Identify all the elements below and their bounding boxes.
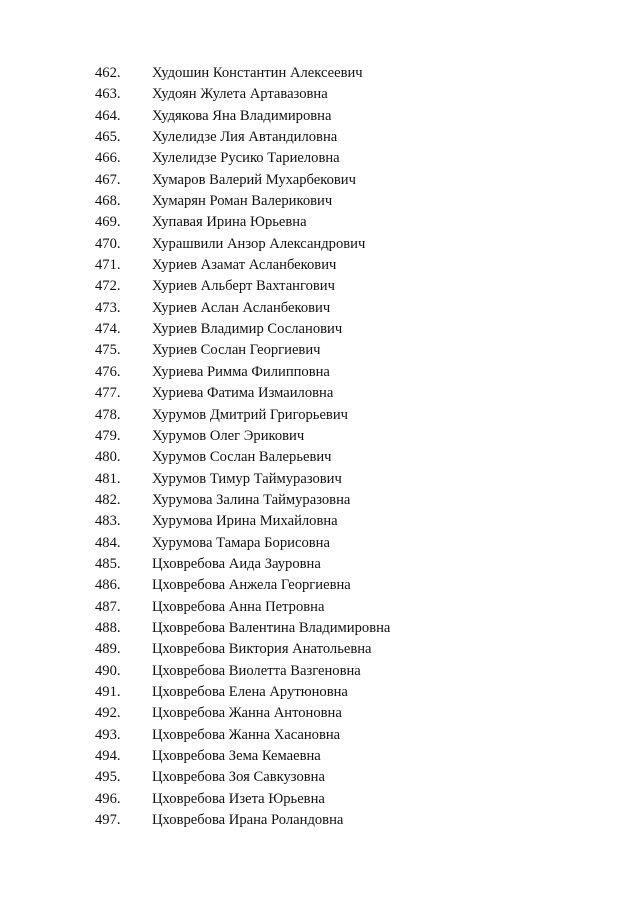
list-item-number: 492. [95,705,121,722]
list-item-name: Хурумова Ирина Михайловна [152,513,338,530]
list-item [0,127,640,148]
list-item-number: 468. [95,193,121,210]
list-item [0,383,640,404]
list-item [0,234,640,255]
list-item-number: 482. [95,491,121,508]
list-item-number: 496. [95,790,121,807]
list-item-name: Цховребова Ирана Роландовна [152,812,344,829]
list-item-name: Цховребова Изета Юрьевна [152,790,325,807]
list-item-number: 477. [95,385,121,402]
list-item-name: Хуриева Фатима Измаиловна [152,385,334,402]
list-item-number: 475. [95,342,121,359]
list-item-number: 481. [95,470,121,487]
list-item-name: Хумарян Роман Валерикович [152,193,333,210]
list-item-number: 476. [95,363,121,380]
list-item-number: 489. [95,641,121,658]
list-item [0,661,640,682]
name-list [0,63,640,831]
list-item-name: Худоян Жулета Артавазовна [152,86,328,103]
list-item-number: 491. [95,683,121,700]
list-item-name: Хупавая Ирина Юрьевна [152,214,307,231]
list-item-name: Хурумов Сослан Валерьевич [152,449,332,466]
list-item [0,191,640,212]
list-item-number: 467. [95,171,121,188]
list-item [0,511,640,532]
list-item-number: 464. [95,107,121,124]
list-item-number: 466. [95,150,121,167]
list-item-name: Хурумова Залина Таймуразовна [152,491,351,508]
list-item-number: 478. [95,406,121,423]
list-item-name: Хурашвили Анзор Александрович [152,235,366,252]
list-item-number: 490. [95,662,121,679]
list-item-number: 470. [95,235,121,252]
list-item [0,362,640,383]
list-item-number: 488. [95,619,121,636]
list-item-name: Цховребова Анна Петровна [152,598,325,615]
list-item-name: Цховребова Зема Кемаевна [152,748,321,764]
list-item-number: 463. [95,86,121,103]
list-item-number: 483. [95,513,121,530]
list-item [0,725,640,746]
list-item [0,298,640,319]
list-item [0,63,640,84]
list-item-name: Цховребова Анжела Георгиевна [152,577,351,594]
list-item-name: Хуриев Сослан Георгиевич [152,342,321,359]
list-item [0,170,640,191]
list-item-name: Хурумов Олег Эрикович [152,427,305,444]
list-item [0,554,640,575]
list-item [0,682,640,703]
list-item-number: 485. [95,555,121,572]
list-item-name: Цховребова Аида Зауровна [152,555,321,572]
list-item [0,106,640,127]
list-item-name: Худошин Константин Алексеевич [152,65,363,81]
list-item-name: Цховребова Виолетта Вазгеновна [152,662,361,679]
list-item-name: Хурумова Тамара Борисовна [152,534,330,551]
list-item [0,789,640,810]
list-item [0,319,640,340]
list-item-name: Хулелидзе Лия Автандиловна [152,129,338,146]
list-item-name: Цховребова Виктория Анатольевна [152,641,372,658]
list-item [0,84,640,105]
list-item-name: Хуриев Владимир Сосланович [152,321,343,338]
list-item-name: Хуриева Римма Филипповна [152,363,330,380]
list-item-name: Хурумов Тимур Таймуразович [152,470,342,487]
list-item-name: Цховребова Зоя Савкузовна [152,769,325,786]
list-item-number: 472. [95,278,121,295]
list-item [0,405,640,426]
list-item-number: 474. [95,321,121,338]
list-item-name: Хуриев Альберт Вахтангович [152,278,335,295]
list-item [0,575,640,596]
list-item-number: 469. [95,214,121,231]
list-item-number: 493. [95,726,121,743]
list-item [0,597,640,618]
list-item-name: Хулелидзе Русико Тариеловна [152,150,340,167]
list-item [0,746,640,767]
list-item-name: Хумаров Валерий Мухарбекович [152,171,356,188]
list-item [0,810,640,831]
list-item-number: 473. [95,299,121,316]
list-item [0,340,640,361]
list-item [0,447,640,468]
list-item-number: 494. [95,748,121,764]
list-item-number: 486. [95,577,121,594]
list-item-number: 462. [95,65,121,81]
list-item-number: 479. [95,427,121,444]
list-item-name: Цховребова Елена Арутюновна [152,683,348,700]
list-item [0,148,640,169]
list-item-number: 484. [95,534,121,551]
list-item [0,255,640,276]
list-item-number: 465. [95,129,121,146]
list-item [0,426,640,447]
list-item-number: 497. [95,812,121,829]
list-item [0,767,640,788]
list-item [0,618,640,639]
list-item-number: 487. [95,598,121,615]
list-item [0,469,640,490]
list-item [0,276,640,297]
list-item-number: 480. [95,449,121,466]
list-item [0,703,640,724]
list-item-name: Цховребова Жанна Хасановна [152,726,341,743]
list-item [0,639,640,660]
list-item-name: Худякова Яна Владимировна [152,107,332,124]
list-item-name: Хуриев Азамат Асланбекович [152,257,337,274]
list-item [0,490,640,511]
list-item-name: Цховребова Жанна Антоновна [152,705,342,722]
list-item-name: Цховребова Валентина Владимировна [152,619,391,636]
list-item-number: 495. [95,769,121,786]
list-item [0,533,640,554]
list-item [0,212,640,233]
list-item-name: Хурумов Дмитрий Григорьевич [152,406,348,423]
list-item-name: Хуриев Аслан Асланбекович [152,299,331,316]
list-item-number: 471. [95,257,121,274]
